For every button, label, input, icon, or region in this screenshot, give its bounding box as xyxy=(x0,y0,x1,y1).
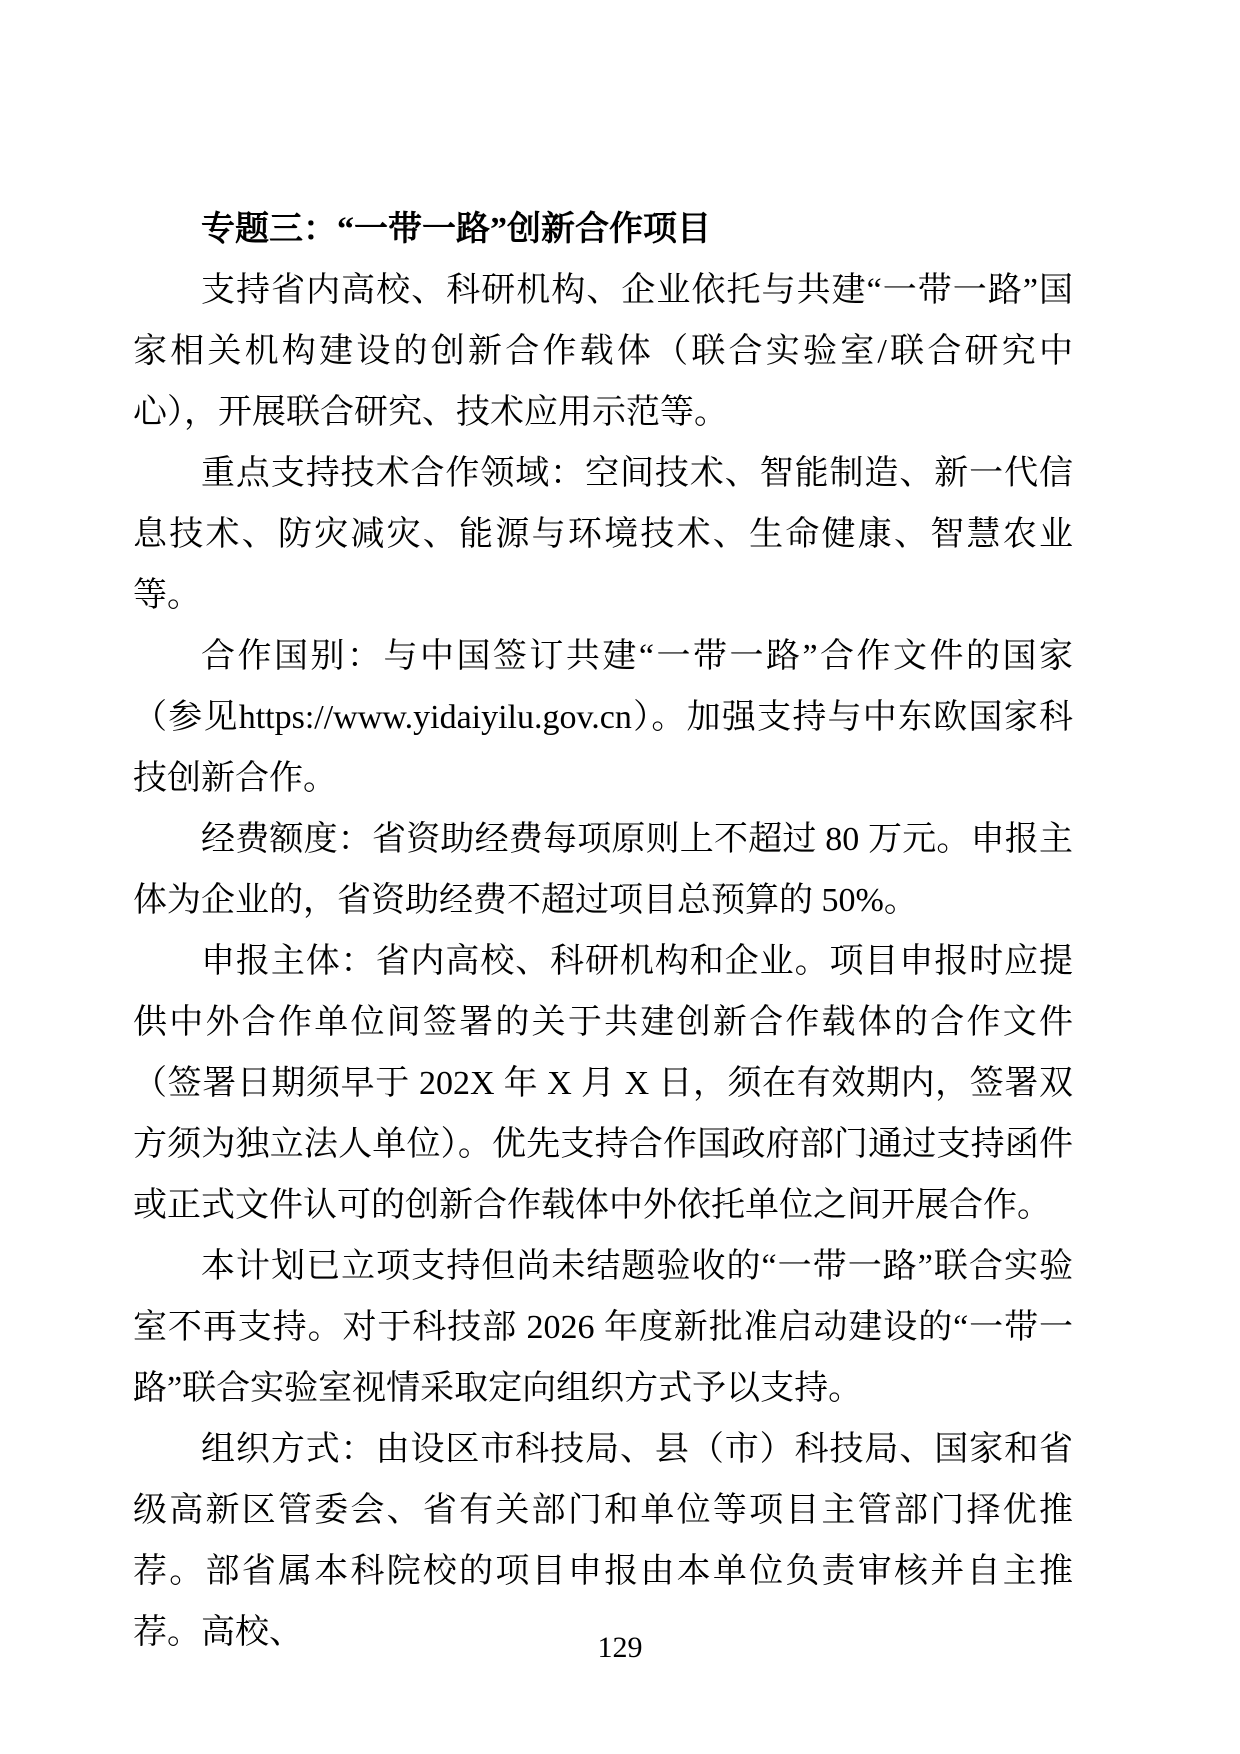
page-number: 129 xyxy=(597,1631,643,1664)
section-heading: 专题三：“一带一路”创新合作项目 xyxy=(201,211,711,248)
paragraph-existing-labs-policy: 本计划已立项支持但尚未结题验收的“一带一路”联合实验室不再支持。对于科技部 2026 年度新批准启动建设的“一带一路”联合实验室视情采取定向组织方式予以支持。 xyxy=(133,1248,1073,1407)
paragraph-applicant-requirements: 申报主体：省内高校、科研机构和企业。项目申报时应提供中外合作单位间签署的关于共建创新合作载体的合作文件（签署日期须早于 202X 年 X 月 X 日，须在有效期内，签署双方须为独立法人单位）。优先支持合作国政府部门通过支持函件或正式文件认可的创新合作载体中外依托单位之间开展合作。 xyxy=(133,943,1073,1224)
paragraph-key-tech-fields: 重点支持技术合作领域：空间技术、智能制造、新一代信息技术、防灾减灾、能源与环境技术、生命健康、智慧农业等。 xyxy=(133,455,1073,614)
paragraph-support-scope: 支持省内高校、科研机构、企业依托与共建“一带一路”国家相关机构建设的创新合作载体（联合实验室/联合研究中心），开展联合研究、技术应用示范等。 xyxy=(133,272,1073,431)
paragraph-funding-amount: 经费额度：省资助经费每项原则上不超过 80 万元。申报主体为企业的，省资助经费不超过项目总预算的 50%。 xyxy=(133,821,1073,919)
document-body xyxy=(133,199,1073,1663)
paragraph-organization-method: 组织方式：由设区市科技局、县（市）科技局、国家和省级高新区管委会、省有关部门和单位等项目主管部门择优推荐。部省属本科院校的项目申报由本单位负责审核并自主推荐。高校、 xyxy=(133,1431,1073,1651)
paragraph-cooperation-countries: 合作国别：与中国签订共建“一带一路”合作文件的国家（参见https://www.yidaiyilu.gov.cn）。加强支持与中东欧国家科技创新合作。 xyxy=(133,638,1073,797)
